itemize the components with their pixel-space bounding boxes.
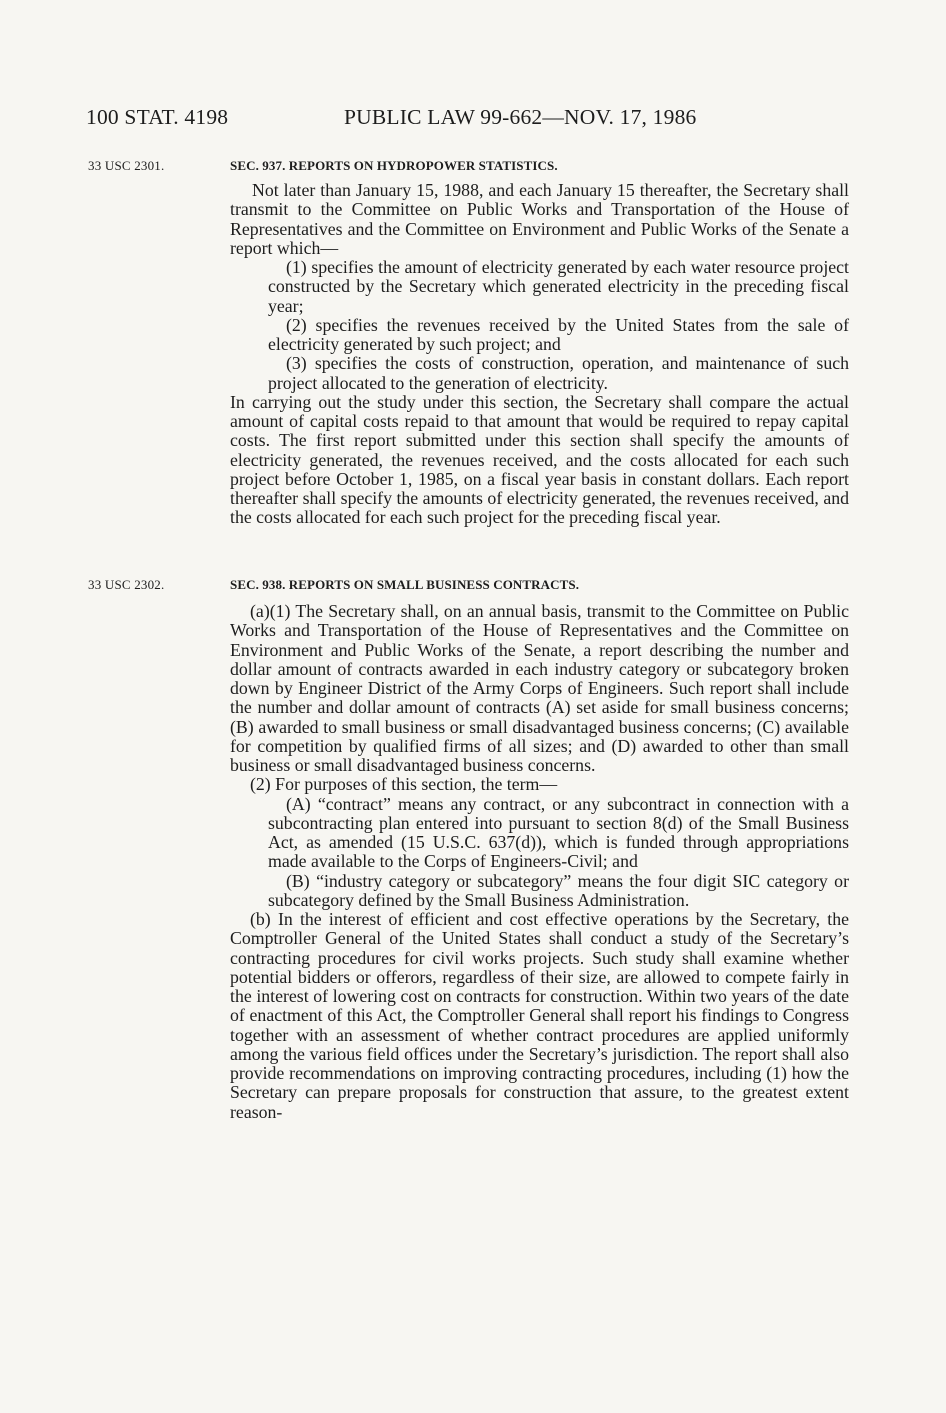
section-938-subsection-a2: (2) For purposes of this section, the term— [250, 774, 558, 795]
section-937-item-2: (2) specifies the revenues received by the United States from the sale of electricity generated by such project; and [268, 314, 849, 354]
section-937-body [230, 181, 849, 528]
section-938-definition-b: (B) “industry category or subcategory” means the four digit SIC category or subcategory defined by the Small Business Administration. [268, 870, 849, 910]
section-938-subsection-a1: (a)(1) The Secretary shall, on an annual basis, transmit to the Committee on Public Works and Transportation of the House of Representatives and the Committee on Environment and Public Works of the Senate, a report describing the number and dollar amount of contracts awarded in each industry category or subcategory broken down by Engineer District of the Army Corps of Engineers. Such report shall include the number and dollar amount of contracts (A) set aside for small business concerns; (B) awarded to small business or small disadvantaged business concerns; (C) available for competition by qualified firms of all sizes; and (D) awarded to other than small business or small disadvantaged business concerns. [230, 601, 849, 775]
statute-page-number: 100 STAT. 4198 [86, 105, 229, 129]
public-law-citation: PUBLIC LAW 99-662—NOV. 17, 1986 [344, 105, 697, 129]
margin-note-usc-2301: 33 USC 2301. [88, 158, 165, 173]
section-938-definition-a: (A) “contract” means any contract, or any subcontract in connection with a subcontracting plan entered into pursuant to section 8(d) of the Small Business Act, as amended (15 U.S.C. 637(d)), which is funded through appropriations made available to the Corps of Engineers-Civil; and [268, 793, 849, 872]
section-938-title: SEC. 938. REPORTS ON SMALL BUSINESS CONTRACTS. [230, 577, 580, 592]
section-938-body [230, 602, 849, 1122]
section-937-intro: Not later than January 15, 1988, and each January 15 thereafter, the Secretary shall transmit to the Committee on Public Works and Transportation of the House of Representatives and the Committee on Environment and Public Works of the Senate a report which— [230, 180, 849, 258]
section-937-title: SEC. 937. REPORTS ON HYDROPOWER STATISTICS. [230, 158, 558, 173]
margin-note-usc-2302: 33 USC 2302. [88, 577, 165, 592]
section-938-subsection-b: (b) In the interest of efficient and cost effective operations by the Secretary, the Comptroller General of the United States shall conduct a study of the Secretary’s contracting procedures for civil works projects. Such study shall examine whether potential bidders or offerors, regardless of their size, are allowed to compete fairly in the interest of lowering cost on contracts for construction. Within two years of the date of enactment of this Act, the Comptroller General shall report his findings to Congress together with an assessment of whether contract procedures are applied uniformly among the various field offices under the Secretary’s jurisdiction. The report shall also provide recommendations on improving contracting procedures, including (1) how the Secretary can prepare proposals for construction that assure, to the greatest extent reason- [230, 909, 849, 1122]
section-937-item-3: (3) specifies the costs of construction, operation, and maintenance of such project allocated to the generation of electricity. [268, 353, 849, 393]
section-937-item-1: (1) specifies the amount of electricity generated by each water resource project constructed by the Secretary which generated electricity in the preceding fiscal year; [268, 257, 849, 316]
section-937-closing: In carrying out the study under this section, the Secretary shall compare the actual amount of capital costs repaid to that amount that would be required to repay capital costs. The first report submitted under this section shall specify the amounts of electricity generated, the revenues received, and the costs allocated for each such project before October 1, 1985, on a fiscal year basis in constant dollars. Each report thereafter shall specify the amounts of electricity generated, the revenues received, and the costs allocated for each such project for the preceding fiscal year. [230, 391, 849, 528]
